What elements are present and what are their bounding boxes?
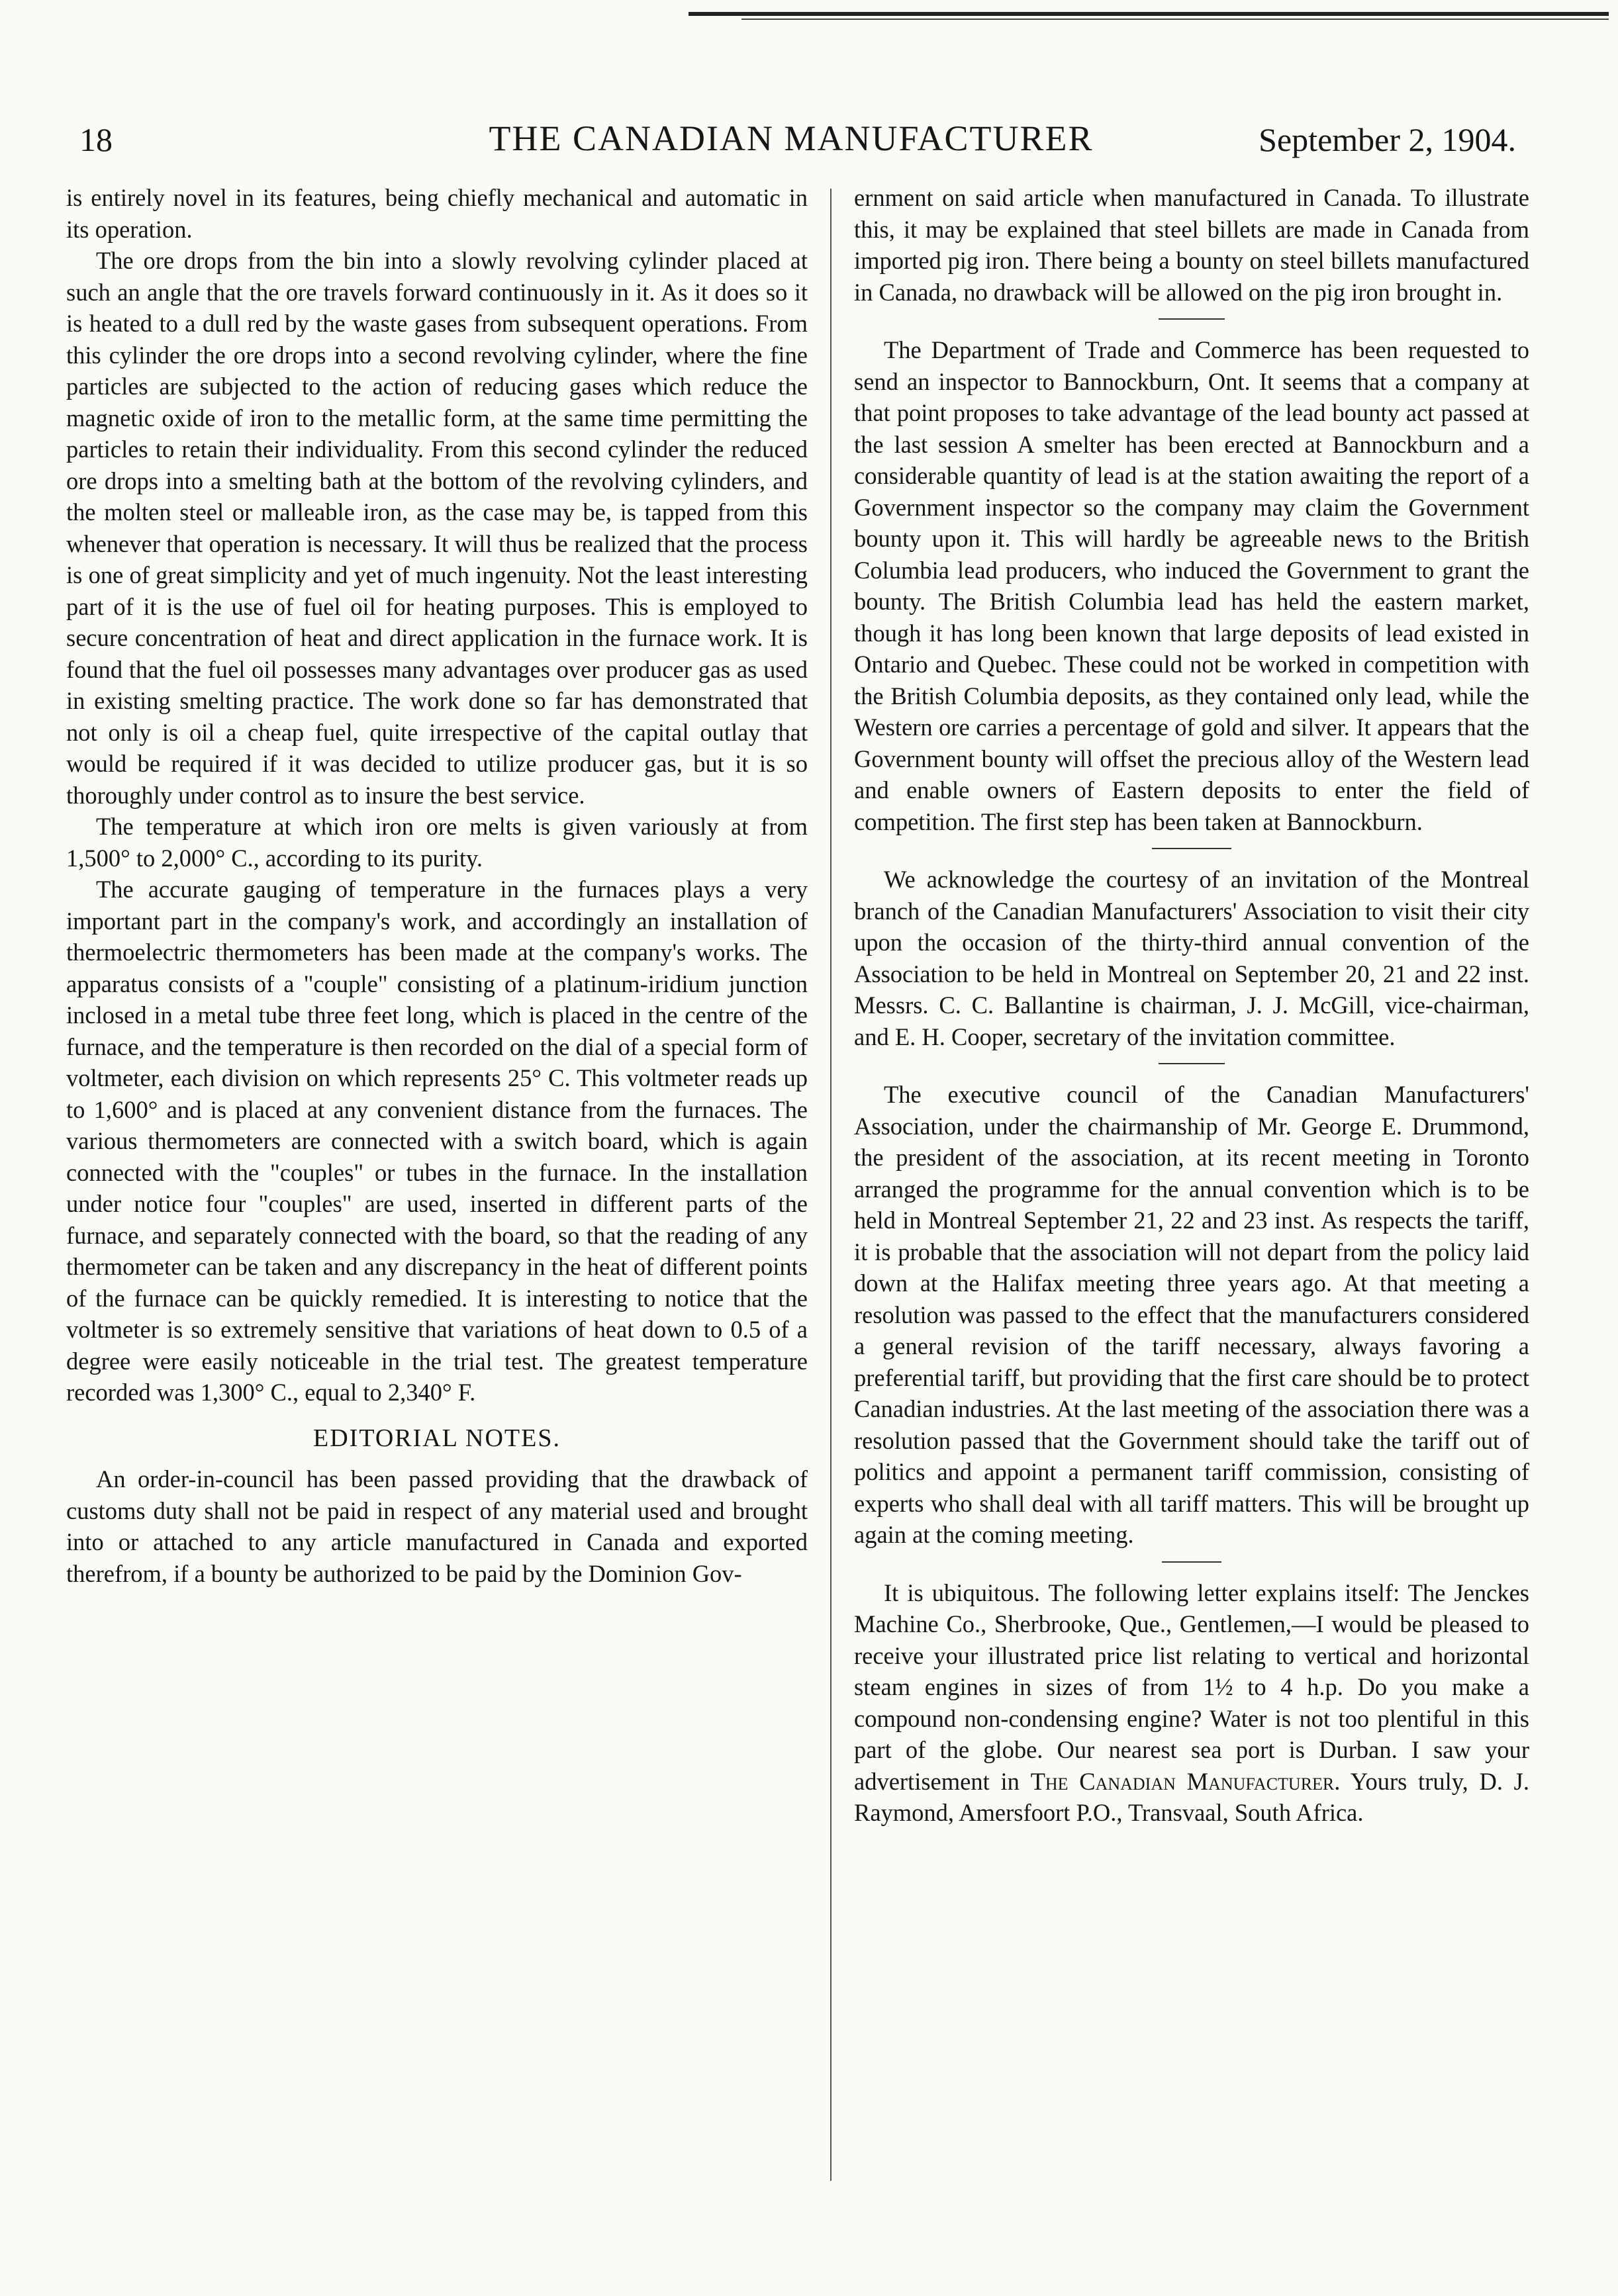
paragraph: The temperature at which iron ore melts is given variously at from 1,500° to 2,000° C., according to its purity. xyxy=(66,813,808,872)
journal-name: The Canadian Manufacturer xyxy=(1030,1767,1335,1795)
issue-date: September 2, 1904. xyxy=(1259,121,1516,158)
top-rule-thin xyxy=(741,19,1609,20)
paragraph: is entirely novel in its features, being chiefly mechanical and automatic in its operation. xyxy=(66,184,808,243)
paragraph: The accurate gauging of temperature in the furnaces plays a very important part in the company's work, and accordingly an installation of thermoelectric thermometers has been made at the company's works. The apparatus consists of a "couple" consisting of a platinum-iridium junction inclosed in a metal tube three feet long, which is placed in the centre of the furnace, and the temperature is then recorded on the dial of a special form of voltmeter, each division on which represents 25° C. This voltmeter reads up to 1,600° and is placed at any convenient distance from the furnaces. The various thermometers are connected with a switch board, which is again connected with the "couples" or tubes in the furnace. In the installation under notice four "couples" are used, inserted in different parts of the furnace, and separately connected with the board, so that the reading of any thermometer can be taken and any discrepancy in the heat of different points of the furnace can be quickly remedied. It is interesting to notice that the voltmeter is so extremely sensitive that variations of heat down to 0.5 of a degree were easily noticeable in the trial test. The greatest temperature recorded was 1,300° C., equal to 2,340° F. xyxy=(66,876,808,1406)
separator-rule xyxy=(1159,1063,1225,1064)
separator-rule xyxy=(1162,1561,1221,1563)
paragraph: ernment on said article when manufactured in Canada. To illustrate this, it may be explained that steel billets are made in Canada from imported pig iron. There being a bounty on steel billets manufactured in Canada, no drawback will be allowed on the pig iron brought in. xyxy=(854,184,1529,306)
section-heading: EDITORIAL NOTES. xyxy=(313,1424,561,1452)
left-column xyxy=(66,182,808,1589)
right-column xyxy=(854,182,1529,1829)
paragraph: The executive council of the Canadian Manufacturers' Association, under the chairmanship of Mr. George E. Drummond, the president of the association, at its recent meeting in Toronto arranged the programme for the annual convention which is to be held in Montreal September 21, 22 and 23 inst. As respects the tariff, it is probable that the association will not depart from the policy laid down at the Halifax meeting three years ago. At that meeting a resolution was passed to the effect that the manufacturers considered a general revision of the tariff necessary, always favoring a preferential tariff, but providing that the first care should be to protect Canadian industries. At the last meeting of the association there was a resolution passed that the Government should take the tariff out of politics and appoint a permanent tariff commission, consisting of experts who shall deal with all tariff matters. This will be brought up again at the coming meeting. xyxy=(854,1081,1529,1548)
paragraph-letter xyxy=(854,1577,1529,1829)
separator-rule xyxy=(1159,318,1225,320)
paragraph: We acknowledge the courtesy of an invitation of the Montreal branch of the Canadian Manufacturers' Association to visit their city upon the occasion of the thirty-third annual convention of the Association to be held in Montreal on September 20, 21 and 22 inst. Messrs. C. C. Ballantine is chairman, J. J. McGill, vice-chairman, and E. H. Cooper, secretary of the invitation committee. xyxy=(854,866,1529,1050)
column-divider xyxy=(830,189,832,2181)
paragraph: An order-in-council has been passed providing that the drawback of customs duty shall not be paid in respect of any material used and brought into or attached to any article manufactured in Canada and exported therefrom, if a bounty be authorized to be paid by the Dominion Gov- xyxy=(66,1465,808,1587)
letter-text: It is ubiquitous. The following letter explains itself: The Jenckes Machine Co., Sherbrooke, Que., Gentlemen,—I would be pleased to receive your illustrated price list relating to vertical and horizontal steam engines in sizes of from 1½ to 4 h.p. Do you make a compound non-condensing engine? Water is not too plentiful in this part of the globe. Our nearest sea port is Durban. I saw your advertisement in xyxy=(854,1579,1529,1795)
journal-title: THE CANADIAN MANUFACTURER xyxy=(489,118,1094,158)
top-rule xyxy=(689,12,1609,16)
letter-signoff: . Yours truly, D. J. Raymond, Amersfoort P.O., Transvaal, South Africa. xyxy=(854,1767,1529,1826)
separator-rule xyxy=(1152,848,1231,849)
paragraph: The Department of Trade and Commerce has been requested to send an inspector to Bannockburn, Ont. It seems that a company at that point proposes to take advantage of the lead bounty act passed at the last session A smelter has been erected at Bannockburn and a considerable quantity of lead is at the station awaiting the report of a Government inspector so the company may claim the Government bounty upon it. This will hardly be agreeable news to the British Columbia lead producers, who induced the Government to grant the bounty. The British Columbia lead has held the eastern market, though it has long been known that large deposits of lead existed in Ontario and Quebec. These could not be worked in competition with the British Columbia deposits, as they contained only lead, while the Western ore carries a percentage of gold and silver. It appears that the Government bounty will offset the precious alloy of the Western lead and enable owners of Eastern deposits to enter the field of competition. The first step has been taken at Bannockburn. xyxy=(854,336,1529,835)
page-header xyxy=(66,113,1516,172)
paragraph: The ore drops from the bin into a slowly revolving cylinder placed at such an angle that the ore travels forward continuously in it. As it does so it is heated to a dull red by the waste gases from subsequent operations. From this cylinder the ore drops into a second revolving cylinder, where the fine particles are subjected to the action of reducing gases which reduce the magnetic oxide of iron to the metallic form, at the same time permitting the particles to retain their individuality. From this second cylinder the reduced ore drops into a smelting bath at the bottom of the revolving cylinders, and the molten steel or malleable iron, as the case may be, is tapped from this whenever that operation is necessary. It will thus be realized that the process is one of great simplicity and yet of much ingenuity. Not the least interesting part of it is the use of fuel oil for heating purposes. This is employed to secure concentration of heat and direct application in the furnace work. It is found that the fuel oil possesses many advantages over producer gas as used in existing smelting practice. The work done so far has demonstrated that not only is oil a cheap fuel, quite irrespective of the capital outlay that would be required if it was decided to utilize producer gas, but it is so thoroughly under control as to insure the best service. xyxy=(66,247,808,809)
page-number: 18 xyxy=(79,121,113,158)
